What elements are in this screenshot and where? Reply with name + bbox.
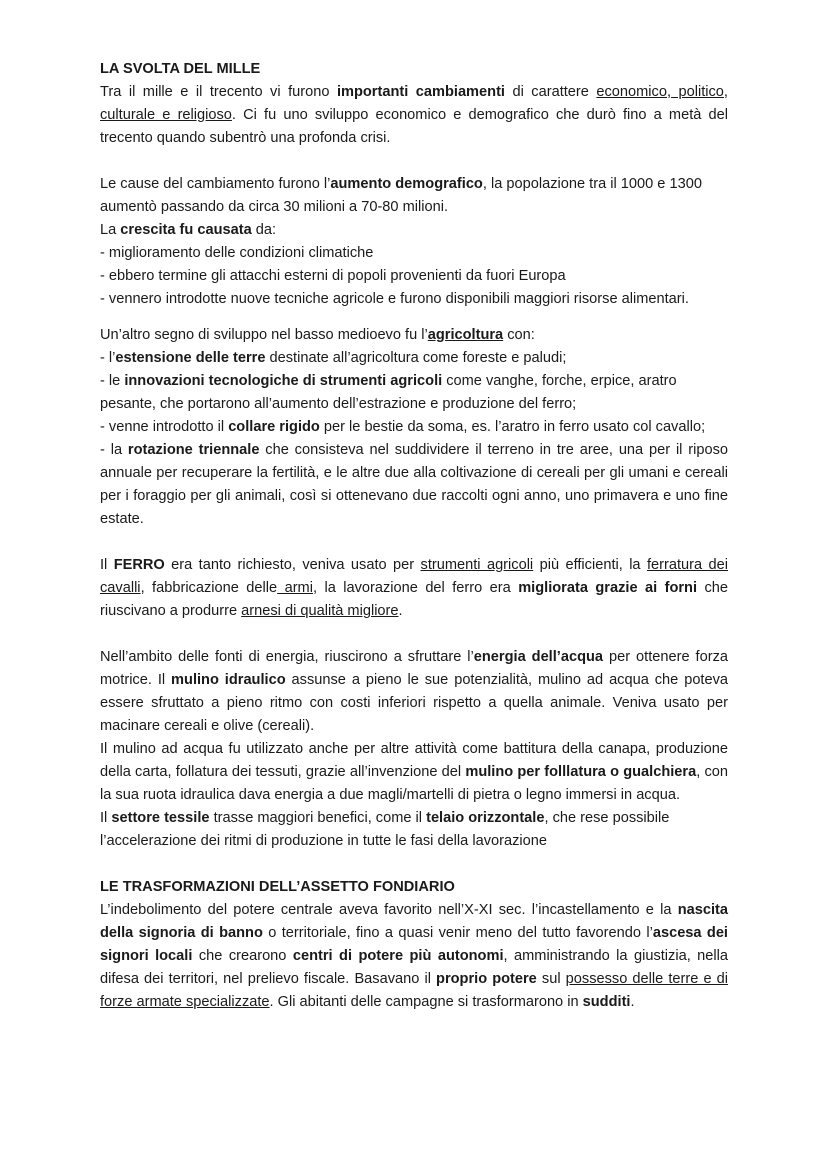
paragraph-crescita	[100, 219, 728, 242]
underlined-text: arnesi di qualità migliore	[241, 603, 399, 619]
text: più efficienti, la	[533, 557, 647, 573]
text: per le bestie da soma, es. l’aratro in ferro usato col cavallo;	[319, 419, 706, 435]
bold-text: collare rigido	[228, 419, 320, 435]
paragraph-energia	[100, 646, 728, 738]
paragraph-agricoltura	[100, 324, 728, 347]
bold-text: crescita fu causata	[120, 222, 252, 238]
text: destinate all’agricoltura come foreste e paludi;	[265, 350, 567, 366]
text: - venne introdotto il	[100, 419, 229, 435]
text: trasse maggiori benefici, come il	[209, 810, 427, 826]
text: L’indebolimento del potere centrale aveva favorito nell’X-XI sec. l’incastellamento e la	[100, 902, 678, 918]
text: .	[630, 994, 635, 1010]
list-item	[100, 347, 728, 370]
document-body	[100, 58, 728, 1014]
text: con:	[503, 327, 535, 343]
list-item: - vennero introdotte nuove tecniche agricole e furono disponibili maggiori risorse alimentari.	[100, 291, 689, 307]
text: - l’	[100, 350, 116, 366]
text: Tra il mille e il trecento vi furono	[100, 84, 337, 100]
underlined-text: strumenti agricoli	[420, 557, 534, 573]
underlined-text: economico, politico, culturale e religioso	[100, 84, 728, 123]
paragraph-intro	[100, 81, 728, 150]
text: che riuscivano a produrre	[100, 580, 728, 619]
bold-text: settore tessile	[111, 810, 210, 826]
bold-text: aumento demografico	[330, 176, 483, 192]
paragraph-ferro	[100, 554, 728, 623]
bold-text: energia dell’acqua	[473, 649, 604, 665]
text: la lavorazione del ferro era	[317, 580, 519, 596]
bold-text: sudditi	[582, 994, 631, 1010]
text: Il	[100, 557, 114, 573]
text: . Gli abitanti delle campagne si trasformarono in	[269, 994, 583, 1010]
text: . Ci fu uno sviluppo economico e demografico che durò fino a metà del trecento quando subentrò una profonda crisi.	[100, 107, 728, 146]
text: - le	[100, 373, 125, 389]
text: da:	[251, 222, 277, 238]
text: Il mulino ad acqua fu utilizzato anche per altre attività come battitura della canapa, produzione della carta, follatura dei tessuti, grazie all’invenzione del	[100, 741, 728, 780]
list-item	[100, 439, 728, 531]
section-title-trasformazioni: LE TRASFORMAZIONI DELL’ASSETTO FONDIARIO	[100, 879, 455, 895]
bold-text: innovazioni tecnologiche di strumenti agricoli	[124, 373, 443, 389]
section-title-svolta: LA SVOLTA DEL MILLE	[100, 61, 261, 77]
bold-text: importanti cambiamenti	[336, 84, 505, 100]
bold-text: FERRO	[113, 557, 165, 573]
bold-text: ascesa dei signori locali	[100, 925, 728, 964]
spacer	[100, 531, 728, 554]
paragraph-cause	[100, 173, 728, 219]
bold-text: mulino per folllatura o gualchiera	[465, 764, 697, 780]
spacer	[100, 150, 728, 173]
text: che crearono	[192, 948, 293, 964]
text: , amministrando la giustizia, nella difesa dei territori, nel prelievo fiscale. Basavano il	[100, 948, 729, 987]
text: .	[398, 603, 403, 619]
text: - la	[100, 442, 128, 458]
text: , che rese possibile l’accelerazione dei ritmi di produzione in tutte le fasi della lavorazione	[100, 810, 670, 849]
bold-text: nascita della signoria di banno	[100, 902, 728, 941]
text: per ottenere forza motrice. Il	[100, 649, 728, 688]
text: sul	[536, 971, 566, 987]
bold-text: centri di potere più autonomi	[292, 948, 504, 964]
text: Il	[100, 810, 112, 826]
list-item	[100, 416, 728, 439]
spacer	[100, 853, 728, 876]
text: assunse a pieno le sue potenzialità, mulino ad acqua che poteva essere sfruttato a pieno ritmo con costi inferiori rispetto a quella animale. Veniva usato per macinare cereali e olive (cereali).	[100, 672, 729, 734]
bold-text: proprio potere	[436, 971, 537, 987]
bold-text: estensione delle terre	[115, 350, 266, 366]
bold-text: mulino idraulico	[171, 672, 286, 688]
underlined-text: ferratura dei cavalli	[100, 557, 728, 596]
list-item	[100, 370, 728, 416]
text: di carattere	[504, 84, 597, 100]
paragraph-tessile	[100, 807, 728, 853]
underlined-text: possesso delle terre e di forze armate specializzate	[100, 971, 729, 1010]
text: Un’altro segno di sviluppo nel basso medioevo fu l’	[100, 327, 428, 343]
text: che consisteva nel suddividere il terreno in tre aree, una per il riposo annuale per recuperare la fertilità, e le altre due alla coltivazione di cereali per gli umani e cereali per i foraggio per gli animali, così si ottenevano due raccolti ogni anno, uno primavera e uno fine estate.	[100, 442, 729, 527]
paragraph-signoria	[100, 899, 728, 1014]
text: La	[100, 222, 121, 238]
spacer	[100, 311, 728, 324]
text: , fabbricazione delle	[140, 580, 278, 596]
spacer	[100, 623, 728, 646]
underlined-text: armi,	[277, 580, 318, 596]
bold-text: migliorata grazie ai forni	[518, 580, 698, 596]
text: , la popolazione tra il 1000 e 1300 aumentò passando da circa 30 milioni a 70-80 milioni.	[100, 176, 702, 215]
text: Nell’ambito delle fonti di energia, riuscirono a sfruttare l’	[100, 649, 474, 665]
bold-underlined-text: agricoltura	[427, 327, 504, 343]
text: era tanto richiesto, veniva usato per	[164, 557, 421, 573]
paragraph-mulino	[100, 738, 728, 807]
bold-text: rotazione triennale	[127, 442, 260, 458]
list-item: - ebbero termine gli attacchi esterni di popoli provenienti da fuori Europa	[100, 268, 566, 284]
text: come vanghe, forche, erpice, aratro pesante, che portarono all’aumento dell’estrazione e produzione del ferro;	[100, 373, 677, 412]
text: , con la sua ruota idraulica dava energia a due magli/martelli di pietra o legno immersi in acqua.	[100, 764, 728, 803]
text: o territoriale, fino a quasi venir meno del tutto favorendo l’	[262, 925, 653, 941]
bold-text: telaio orizzontale	[426, 810, 545, 826]
list-item: - miglioramento delle condizioni climatiche	[100, 245, 374, 261]
text: Le cause del cambiamento furono l’	[100, 176, 331, 192]
